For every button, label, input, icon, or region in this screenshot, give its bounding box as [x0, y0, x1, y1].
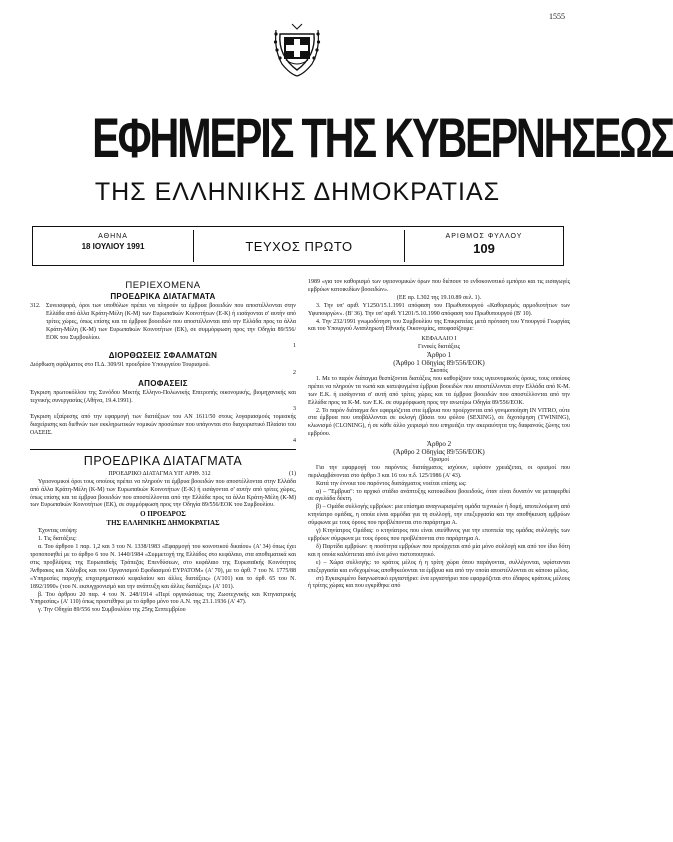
toc-entry — [30, 303, 296, 343]
definition-item: γ) Κτηνίατρος Ομάδας: ο κτηνίατρος που είναι υπεύθυνος για την εποπτεία της ομάδας συλλογής των εμβρύων σύμφωνα με τους όρους που προβλέπονται στο παράρτημα Α. — [308, 528, 570, 542]
chapter-title: Γενικές διατάξεις — [417, 344, 461, 351]
paragraph: (ΕΕ αρ. L302 της 19.10.89 σελ. 1). — [396, 294, 482, 301]
city-label: ΑΘΗΝΑ — [98, 233, 128, 240]
article-reference: (Άρθρο 2 Οδηγίας 89/556/ΕΟΚ) — [393, 448, 485, 457]
definition-item: β) – Ομάδα συλλογής εμβρύων: μια επίσημα αναγνωρισμένη ομάδα τεχνικών ή δομή, αποτελούμενη από κτηνίατρο ομάδας, η οποία είναι αρμόδια για τη συλλογή, την επεξεργασία και την αποθήκευση εμβρύων σύμφωνα με τους όρους που προβλέπονται στο παράρτημα Α. — [308, 504, 570, 527]
definition-item: στ) Εγκεκριμένο διαγνωστικό εργαστήριο: ένα εργαστήριο που εφαρμόζεται στο έδαφος κράτους μέλους ή τρίτης χώρας και που εγκρίθηκε από — [308, 575, 570, 590]
entry-page: 1 — [293, 342, 296, 349]
president-subtitle: ΤΗΣ ΕΛΛΗΝΙΚΗΣ ΔΗΜΟΚΡΑΤΙΑΣ — [106, 519, 220, 528]
decree-heading-row — [30, 471, 296, 479]
decisions-heading: ΑΠΟΦΑΣΕΙΣ — [138, 379, 188, 389]
entry-page: 2 — [293, 370, 296, 377]
article-reference: (Άρθρο 1 Οδηγίας 89/556/ΕΟΚ) — [393, 359, 485, 368]
contents-heading: ΠΕΡΙΕΧΟΜΕΝΑ — [125, 280, 201, 291]
entry-number: 312. — [30, 303, 41, 309]
paragraph: 2. Το παρόν διάταγμα δεν εφαρμόζεται στα έμβρυα που προέρχονται από γονιμοποίηση IN VITRO, ούτε στα έμβρυα που υποβάλλονται σε εκλογή (βάσει του φύλου (SEXING), σε διχοτόμηση (TWINING), κλωνισμό (CLONING), ή σε κάθε άλλο χειρισμό που επηρεάζει την ακεραιότητα της διαφανούς ζώνης του εμβρύου. — [308, 407, 570, 438]
issue-info-bar — [32, 226, 564, 266]
toc-entry: Έγκριση εξαίρεσης από την εφαρμογή των διατάξεων του ΑΝ 1611/50 στους λογαριασμούς τομεακής διαχείρισης και διεθνών των εκκληρωτικών νομικών προσώπων που υπάγονται στο διαχειριστικό Πλαίσιο του ΟΑΣΕΙΣ. — [30, 413, 296, 436]
gazette-title: ΕΦΗΜΕΡΙΣ ΤΗΣ ΚΥΒΕΡΝΗΣΕΩΣ — [92, 106, 673, 169]
definition-item: δ) Παρτίδα εμβρύων: η ποσότητα εμβρύων που προέρχεται από μία μόνο συλλογή και από τον ίδιο δότη και η οποία καλύπτεται από ένα μόνο πιστοποιητικό. — [308, 543, 570, 558]
issue-cell — [194, 227, 404, 265]
corrections-heading: ΔΙΟΡΘΩΣΕΙΣ ΣΦΑΛΜΑΤΩΝ — [108, 351, 218, 361]
section-heading: ΠΡΟΕΔΡΙΚΑ ΔΙΑΤΑΓΜΑΤΑ — [83, 453, 243, 468]
greek-coat-of-arms-icon — [272, 20, 322, 78]
issue-type: ΤΕΥΧΟΣ ΠΡΩΤΟ — [245, 239, 353, 254]
paragraph: γ. Την Οδηγία 89/556 του Συμβουλίου της 25ης Σεπτεμβρίου — [38, 607, 186, 614]
paragraph: Για την εφαρμογή του παρόντος διατάγματος ισχύουν, εφόσον χρειάζεται, οι ορισμοί που περιλαμβάνονται στο άρθρο 3 και 16 του π.δ. 125/1986 (Α' 43). — [308, 464, 570, 479]
definition-item: ε) – Χώρα συλλογής: το κράτος μέλος ή η τρίτη χώρα όπου παράγονται, συλλέγονται, υφίστανται επεξεργασία και ενδεχομένως αποθηκεύονται τα έμβρυα και από την οποία αποστέλλονται σε κάποιο μέλος. — [308, 559, 570, 574]
paragraph: β. Του άρθρου 20 παρ. 4 του Ν. 248/1914 «Περί οργανώσεως της Ζωοτεχνικής και Κτηνιατρικής Υπηρεσίας» (Α' 110) όπως προστέθηκε με το άρθρο μόνο του Α.Ν. της 23.1.1936 (Α' 47). — [30, 591, 296, 606]
article-subject: Σκοπός — [430, 367, 448, 374]
paragraph: Κατά την έννοια του παρόντος διατάγματος νοείται επίσης ως: — [316, 480, 467, 487]
article-heading: Άρθρο 1 — [426, 351, 452, 360]
paragraph: 1. Τις διατάξεις: — [38, 536, 77, 543]
date-cell — [33, 227, 193, 265]
article-heading: Άρθρο 2 — [426, 440, 452, 449]
decrees-heading: ΠΡΟΕΔΡΙΚΑ ΔΙΑΤΑΓΜΑΤΑ — [110, 292, 216, 301]
decree-intro: Υγειονομικοί όροι τους οποίους πρέπει να πληρούν τα έμβρυα βοοειδών που αποστέλλονται στην Ελλάδα από άλλα Κράτη-Μέλη (Κ-Μ) των Ευρωπαϊκών Κοινοτήτων (Ε-Κ) ή εισάγονται σ' αυτήν από τρίτες χώρες, όπως επίσης και τα έμβρυα βοοειδών που αποστέλλονται από την Ελλάδα προς τα άλλα Κράτη-Μέλη (Κ-Μ) των Ευρωπαϊκών Κοινοτήτων (ΕΚ), σε συμμόρφωση προς την Οδηγία 89/556/ΕΟΚ του Συμβουλίου. — [30, 478, 296, 509]
entry-page: 3 — [293, 406, 296, 413]
divider — [30, 449, 296, 450]
paragraph: Έχοντας υπόψη: — [38, 528, 78, 535]
left-column — [30, 279, 296, 615]
gazette-subtitle: ΤΗΣ ΕΛΛΗΝΙΚΗΣ ΔΗΜΟΚΡΑΤΙΑΣ — [94, 178, 501, 206]
right-column — [308, 279, 570, 591]
paragraph: 1. Με το παρόν διάταγμα θεσπίζονται διατάξεις που καθορίζουν τους υγειονομικούς όρους, τους οποίους πρέπει να πληρούν τα νωπά και κατεψυγμένα έμβρυα βοοειδών που αποστέλλονται στην Ελλάδα από Κ-Μ. των Ε.Κ. ή εισάγονται σ' αυτή από τρίτες χώρες και τα έμβρυα βοοειδών που αποστέλλονται από την Ελλάδα προς τα Κ-Μ. των Ε.Κ. σε συμμόρφωση προς την ανωτέρω Οδηγία 89/556/ΕΟΚ. — [308, 375, 570, 406]
paragraph: 4. Την 232/1991 γνωμοδότηση του Συμβουλίου της Επικρατείας μετά πρόταση του Υπουργού Γεωργίας και του Υπουργού Αναπληρωτή Εθνικής Οικονομίας, αποφασίζουμε: — [308, 318, 570, 333]
toc-entry: Διόρθωση σφάλματος στο Π.Δ. 309/91 προεδρίου Υπουργείου Τουρισμού. — [30, 362, 210, 369]
paragraph: 1989 «για τον καθορισμό των υγειονομικών όρων που διέπουν το ενδοκοινοτικό εμπόριο και τις εισαγωγές εμβρύων κατοικιδίων βοοειδών». — [308, 279, 570, 293]
chapter-heading: ΚΕΦΑΛΑΙΟ Ι — [421, 336, 457, 343]
sheet-number-label: ΑΡΙΘΜΟΣ ΦΥΛΛΟΥ — [445, 233, 523, 240]
sheet-cell — [405, 227, 563, 265]
president-title: Ο ΠΡΟΕΔΡΟΣ — [140, 510, 186, 519]
definition-item: α) – "Έμβρυα": το αρχικό στάδιο ανάπτυξης κατοικίδιου βοοειδούς, όταν είναι δυνατόν να μεταφερθεί σε αγελάδα δέκτη. — [308, 488, 570, 503]
toc-entry: Έγκριση πρωτοκόλλου της Συνόδου Μικτής Ελληνο-Πολωνικής Επιτροπής οικονομικής, βιομηχανικής και τεχνικής συνεργασίας (Αθήνα, 19.4.1991). — [30, 390, 296, 405]
paragraph: 3. Την υπ' αριθ. Υ1250/15.1.1991 απόφαση του Πρωθυπουργού «Καθορισμός αρμοδιοτήτων των Υφυπουργών». (Β' 36). Την υπ' αριθ. Υ1201/5.10.1990 απόφαση του Πρωθυπουργού (Β' 10). — [308, 302, 570, 317]
page-number: 1555 — [549, 12, 565, 21]
entry-page: 4 — [293, 437, 296, 444]
sheet-number: 109 — [473, 241, 495, 256]
issue-date: 18 ΙΟΥΛΙΟΥ 1991 — [81, 242, 145, 251]
entry-text: Συνεισφορά, όροι των υποθύλων πρέπει να πληρούν τα έμβρυα βοοειδών που αποστέλλονται στην Ελλάδα από άλλα Κράτη-Μέλη (Κ-Μ) των Ευρωπαϊκών Κοινοτήτων (Ε-Κ) ή εισάγονται σ' αυτήν από τρίτες χώρες, όπως επίσης και τα έμβρυα βοοειδών που αποστέλλονται από την Ελλάδα προς τα άλλα Κράτη-Μέλη (Κ-Μ) των Ευρωπαϊκών Κοινοτήτων (ΕΚ), σε συμμόρφωση προς την Οδηγία 89/556/ΕΟΚ του Συμβουλίου. — [46, 303, 296, 341]
decree-heading-number: (1) — [289, 470, 296, 477]
decree-heading: ΠΡΟΕΔΡΙΚΟ ΔΙΑΤΑΓΜΑ ΥΠ' ΑΡΙΘ. 312 — [108, 470, 211, 477]
article-subject: Ορισμοί — [428, 456, 449, 463]
paragraph: α. Του άρθρου 1 παρ. 1,2 και 3 του Ν. 1338/1983 «Εφαρμογή του κοινοτικού δικαίου» (Α' 34) όπως έχει τροποποιηθεί με το άρθρο 6 του Ν. 1440/1984 «Συμμετοχή της Ελλάδος στο κεφάλαιο, στα αποθεματικά και στις προβλέψεις της Ευρωπαϊκής Τράπεζας Επενδύσεων, στο κεφάλαιο της Ευρωπαϊκής Κοινότητος Άνθρακος και Χάλυβος και του Οργανισμού Εφοδιασμού ΕΥΡΑΤΟΜ» (Α' 70), με το άρθ. 7 του Ν. 1775/88 «Υπηρεσίες παροχής επιχειρηματικού κεφαλαίου και άλλες διατάξεις» (Α'101) και το άρθ. 65 του Ν. 1892/1990» (του Ν. εκσυγχρονισμό και την ανάπτυξη και άλλες διατάξεις» (Α' 101). — [30, 544, 296, 590]
